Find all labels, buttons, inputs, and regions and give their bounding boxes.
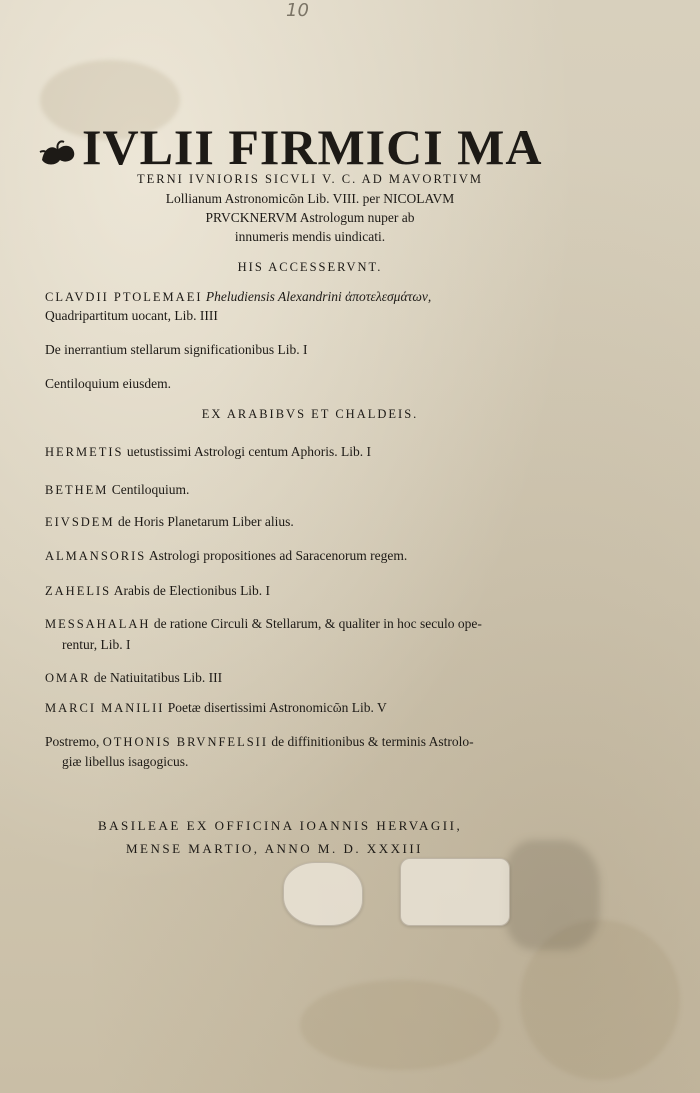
title-text: IVLII FIRMICI MA bbox=[82, 119, 543, 175]
entry-line bbox=[45, 481, 189, 499]
entry-text: Astrologi propositiones ad Saracenorum regem. bbox=[148, 548, 408, 563]
entry-name: OMAR bbox=[45, 671, 91, 685]
paper-repair-patch bbox=[400, 858, 510, 926]
entry-line: rentur, Lib. I bbox=[62, 637, 131, 652]
entry-name: MARCI MANILII bbox=[45, 701, 165, 715]
entry-line: Centiloquium eiusdem. bbox=[45, 376, 171, 391]
entry-text: Arabis de Electionibus Lib. I bbox=[113, 583, 271, 598]
book-title bbox=[38, 120, 558, 174]
entry-name: OTHONIS BRVNFELSII bbox=[102, 735, 268, 749]
entry-line bbox=[45, 288, 431, 306]
entry-line: Quadripartitum uocant, Lib. IIII bbox=[45, 308, 218, 323]
entry-text: de ratione Circuli & Stellarum, & qualiter in hoc seculo ope- bbox=[153, 616, 482, 631]
entry-line bbox=[45, 513, 294, 531]
entry-line bbox=[45, 699, 387, 717]
paper-repair-patch bbox=[283, 862, 363, 926]
entry-name: ALMANSORIS bbox=[45, 549, 147, 563]
entry-name: EIVSDEM bbox=[45, 515, 115, 529]
paper-damage-shadow bbox=[505, 840, 600, 950]
entry-name: BETHEM bbox=[45, 483, 109, 497]
entry-line: De inerrantium stellarum significationibus Lib. I bbox=[45, 342, 308, 357]
entry-text: Poetæ disertissimi Astronomicῶn Lib. V bbox=[167, 700, 387, 715]
entry-text: de diffinitionibus & terminis Astrolo- bbox=[271, 734, 474, 749]
entry-name: HERMETIS bbox=[45, 445, 124, 459]
section-heading: EX ARABIBVS ET CHALDEIS. bbox=[201, 407, 419, 421]
subtitle-line: innumeris mendis uindicati. bbox=[234, 229, 386, 244]
entry-line bbox=[45, 547, 407, 565]
subtitle-line: TERNI IVNIORIS SICVLI V. C. AD MAVORTIVM bbox=[137, 172, 483, 186]
subtitle-line: Lollianum Astronomicῶn Lib. VIII. per NICOLAVM bbox=[165, 191, 455, 206]
entry-line: giæ libellus isagogicus. bbox=[62, 754, 189, 769]
entry-prefix: Postremo, bbox=[45, 734, 100, 749]
entry-line bbox=[45, 669, 222, 687]
entry-line bbox=[45, 733, 474, 751]
entry-line bbox=[45, 582, 270, 600]
entry-name: CLAVDII PTOLEMAEI bbox=[45, 290, 203, 304]
entry-name: MESSAHALAH bbox=[45, 617, 151, 631]
imprint-line: BASILEAE EX OFFICINA IOANNIS HERVAGII, bbox=[98, 818, 463, 833]
entry-line bbox=[45, 615, 482, 633]
subtitle-line: PRVCKNERVM Astrologum nuper ab bbox=[205, 210, 415, 225]
entry-text: Pheludiensis Alexandrini ἀποτελεσμάτων, bbox=[205, 289, 432, 304]
fleuron-ornament-icon bbox=[38, 138, 78, 168]
imprint-line: MENSE MARTIO, ANNO M. D. XXXIII bbox=[126, 841, 423, 856]
paper-stain bbox=[300, 980, 500, 1070]
page-number: 10 bbox=[286, 0, 309, 21]
entry-name: ZAHELIS bbox=[45, 584, 112, 598]
entry-text: de Horis Planetarum Liber alius. bbox=[117, 514, 294, 529]
section-heading: HIS ACCESSERVNT. bbox=[237, 260, 383, 274]
entry-text: de Natiuitatibus Lib. III bbox=[93, 670, 223, 685]
entry-line bbox=[45, 443, 371, 461]
entry-text: Centiloquium. bbox=[111, 482, 190, 497]
entry-text: uetustissimi Astrologi centum Aphoris. Lib. I bbox=[126, 444, 371, 459]
